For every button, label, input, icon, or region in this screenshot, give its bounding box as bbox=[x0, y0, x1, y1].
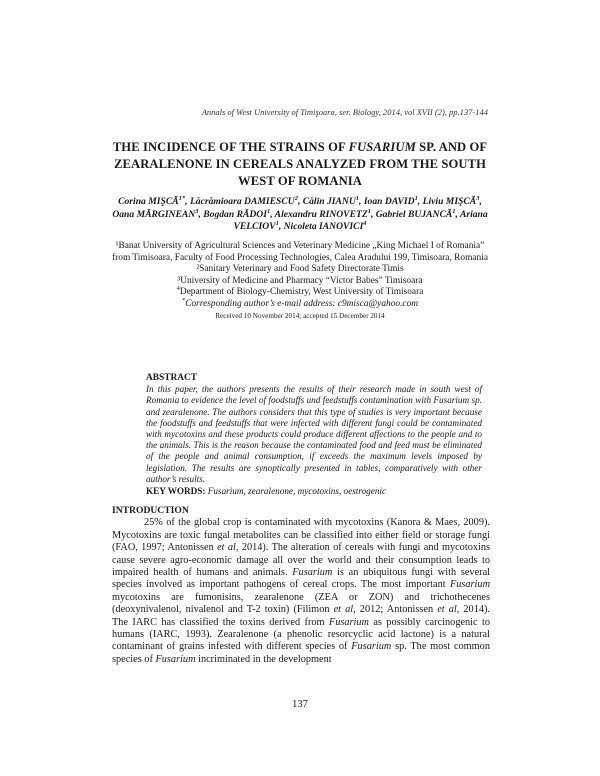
author-7: , Bogdan RĂDOI bbox=[198, 208, 267, 220]
intro-text-6: , 2014). The IARC has classified the toxins derived from bbox=[112, 604, 490, 628]
author-10: , Ariana VELCIOV bbox=[233, 208, 488, 233]
author-11: , Nicoleta IANOVICI bbox=[278, 221, 364, 233]
intro-etal-2: et al bbox=[333, 604, 354, 616]
author-10-affil: 1 bbox=[275, 220, 279, 227]
title-part-2: SP. AND OF ZEARALENONE IN CEREALS ANALYZED FROM THE SOUTH WEST OF ROMANIA bbox=[114, 140, 488, 188]
abstract-section bbox=[146, 373, 482, 497]
affiliations bbox=[112, 241, 488, 321]
corresponding-sup: * bbox=[181, 296, 186, 304]
intro-text-2: , 2014). The alteration of cereals with fungi and mycotoxins cause severe agro-economic damage all over the world and their consumption leads to impaired health of humans and animals. bbox=[112, 542, 491, 579]
author-4-affil: 1 bbox=[414, 194, 418, 202]
intro-fusarium-5: Fusarium bbox=[155, 653, 196, 665]
title-part-1: THE INCIDENCE OF THE STRAINS OF bbox=[112, 140, 349, 154]
paper-title bbox=[100, 139, 500, 190]
intro-text-4: mycotoxins are fumonisins, zearalenone (ZEA or ZON) and trichothecenes (deoxynivalenol, nivalenol and T-2 toxin) (Filimon bbox=[112, 591, 490, 616]
author-7-affil: 1 bbox=[266, 207, 271, 215]
keywords-label: KEY WORDS: bbox=[146, 486, 206, 497]
author-11-affil: 4 bbox=[363, 220, 367, 227]
author-3: , Călin JIANU bbox=[297, 196, 356, 207]
introduction-section bbox=[112, 505, 490, 666]
author-3-affil: 1 bbox=[355, 194, 360, 202]
corresponding-email: Corresponding author’s e-mail address: c9misca@yahoo.com bbox=[185, 298, 419, 309]
affiliation-4-sup: 4 bbox=[176, 285, 180, 293]
received-dates: Received 10 November 2014; accepted 15 December 2014 bbox=[215, 311, 385, 320]
affiliation-4 bbox=[112, 287, 488, 299]
author-8: , Alexandru RINOVETZ bbox=[270, 208, 368, 220]
affiliation-4-text: Department of Biology-Chemistry, West University of Timisoara bbox=[179, 287, 424, 298]
author-list bbox=[112, 196, 488, 234]
intro-fusarium-2: Fusarium bbox=[449, 579, 490, 591]
affiliation-3: ³University of Medicine and Pharmacy “Victor Babes” Timisoara bbox=[177, 275, 423, 286]
abstract-heading: ABSTRACT bbox=[146, 373, 198, 383]
intro-text-7: as possibly carcinogenic to humans (IARC, 1993). Zearalenone (a phenolic resorcyclic acid lactone) is a natural contaminant of grains infested with different species of bbox=[112, 616, 491, 653]
keywords-line bbox=[146, 486, 482, 497]
intro-fusarium-1: Fusarium bbox=[292, 567, 333, 579]
affiliation-2: ²Sanitary Veterinary and Food Safety Directorate Timis bbox=[196, 264, 404, 275]
intro-etal-1: et al bbox=[217, 542, 236, 554]
intro-text-8: sp. The most common species of bbox=[112, 641, 490, 665]
author-5-affil: 3 bbox=[476, 194, 480, 202]
intro-etal-3: et al bbox=[437, 604, 457, 616]
journal-citation: Annals of West University of Timişoara, ser. Biology, 2014, vol XVII (2), pp.137-144 bbox=[201, 107, 488, 117]
keywords-value: Fusarium, zearalenone, mycotoxins, oestrogenic bbox=[205, 486, 387, 497]
author-4: , Ioan DAVID bbox=[359, 196, 415, 207]
author-8-affil: 1 bbox=[367, 207, 371, 215]
intro-text-3: is an ubiquitous fungi with several species involved as important pathogens of cereal crops. The most important bbox=[112, 567, 490, 591]
author-2: , Lăcrămioara DAMIESCU bbox=[185, 196, 295, 207]
author-9: , Gabriel BUJANCĂ bbox=[370, 208, 453, 220]
author-1: Corina MIŞCĂ bbox=[118, 196, 179, 207]
author-9-affil: 1 bbox=[452, 207, 456, 215]
affiliation-1: ¹Banat University of Agricultural Sciences and Veterinary Medicine „King Michael I of Romania” from Timisoara, Faculty of Food Processing Technologies, Calea Aradului 199, Timisoara, Romania bbox=[112, 241, 488, 263]
title-italic-genus: FUSARIUM bbox=[348, 140, 416, 154]
author-1-affil: 1* bbox=[178, 194, 186, 202]
author-2-affil: 2 bbox=[294, 194, 298, 202]
intro-fusarium-3: Fusarium bbox=[328, 616, 369, 628]
introduction-heading: INTRODUCTION bbox=[112, 505, 189, 516]
corresponding-author bbox=[112, 296, 488, 311]
intro-fusarium-4: Fusarium bbox=[351, 641, 392, 653]
author-6: , Oana MĂRGINEAN bbox=[112, 196, 482, 220]
intro-text-9: incriminated in the development bbox=[195, 653, 332, 665]
author-5: , Liviu MIŞCĂ bbox=[417, 196, 477, 207]
introduction-paragraph bbox=[112, 517, 490, 666]
intro-text-5: , 2012; Antonissen bbox=[353, 604, 438, 616]
intro-text-1: 25% of the global crop is contaminated with mycotoxins (Kanora & Maes, 2009). Mycotoxins are toxic fungal metabolites can be classified into either field or storage fungi (FAO, 1997; Antonissen bbox=[112, 517, 490, 554]
abstract-body: In this paper, the authors presents the results of their research made in south west of Romania to evidence the level of foodstuffs and feedstuffs contamination with Fusarium sp. and zearalenone. The authors considers that this type of studies is very important because the foodstuffs and feedstuffs that were infected with different fungi could be contaminated with mycotoxins and these products could produce different affections to the people and to the animals. This is the reason because the contaminated food and feed must be eliminated of the people and animal consumption, if exceeds the maximum levels imposed by legislation. The results are synoptically presented in tables, comparatively with other author’s results. bbox=[146, 384, 482, 484]
page-number: 137 bbox=[292, 699, 308, 710]
author-6-affil: 3 bbox=[195, 207, 199, 215]
